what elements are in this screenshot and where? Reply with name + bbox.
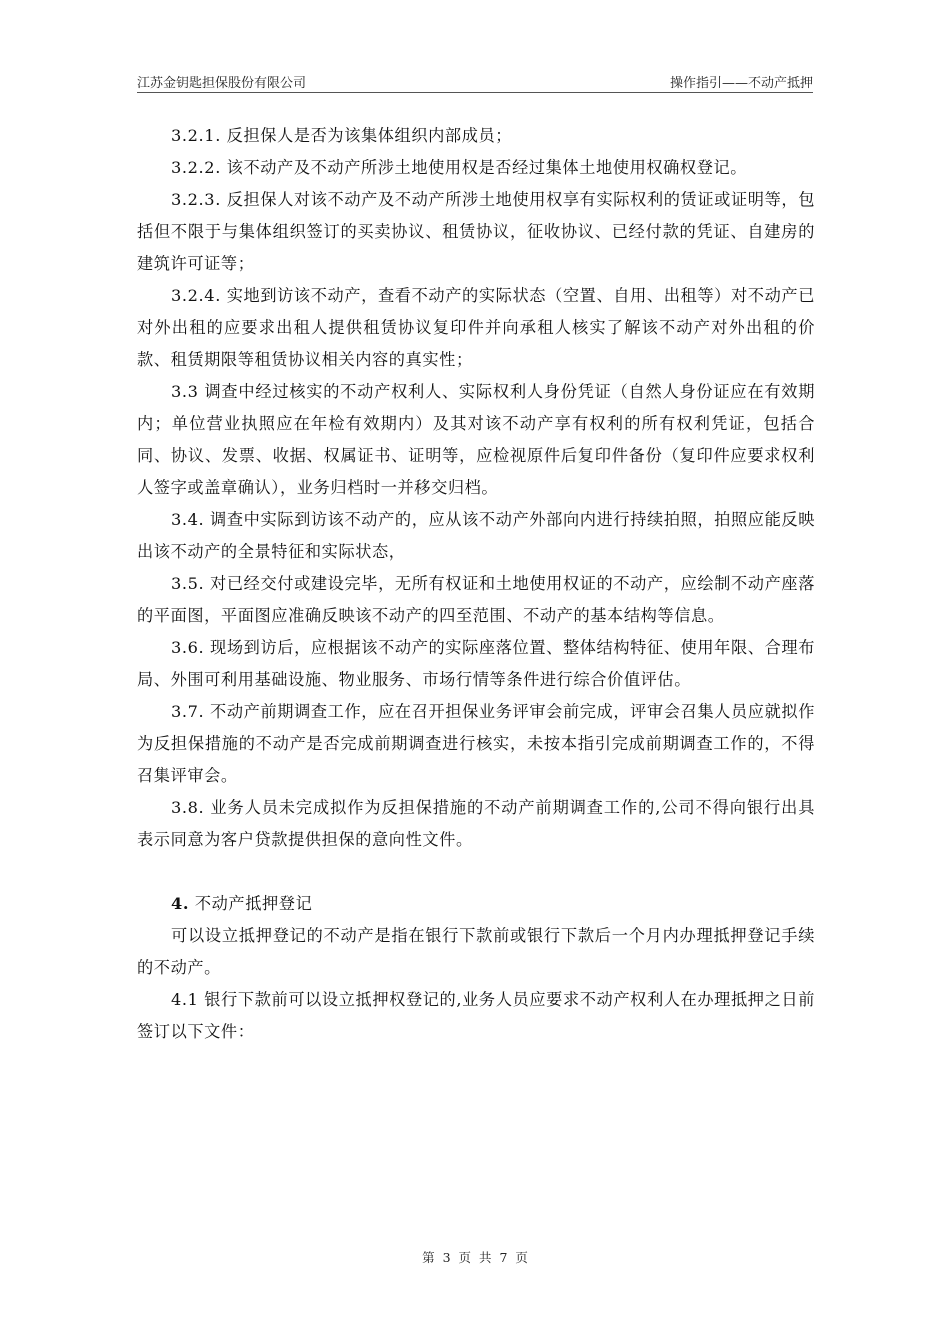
section-4-intro: 可以设立抵押登记的不动产是指在银行下款前或银行下款后一个月内办理抵押登记手续的不动产。 xyxy=(137,926,815,977)
paragraph-3-2-2: 3.2.2. 该不动产及不动产所涉土地使用权是否经过集体土地使用权确权登记。 xyxy=(171,158,748,177)
section-4-heading xyxy=(137,888,815,920)
paragraph-4-1: 4.1 银行下款前可以设立抵押权登记的,业务人员应要求不动产权利人在办理抵押之日前签订以下文件： xyxy=(137,990,815,1041)
paragraph-3-2-3: 3.2.3. 反担保人对该不动产及不动产所涉土地使用权享有实际权利的赁证或证明等，包括但不限于与集体组织签订的买卖协议、租赁协议，征收协议、已经付款的凭证、自建房的建筑许可证等； xyxy=(137,190,815,273)
header-company: 江苏金钥匙担保股份有限公司 xyxy=(137,76,307,91)
page-header xyxy=(137,70,813,93)
paragraph-3-2-1: 3.2.1. 反担保人是否为该集体组织内部成员； xyxy=(171,126,513,145)
paragraph-3-7: 3.7. 不动产前期调查工作，应在召开担保业务评审会前完成，评审会召集人员应就拟作为反担保措施的不动产是否完成前期调查进行核实，未按本指引完成前期调查工作的，不得召集评审会。 xyxy=(137,702,815,785)
page-footer: 第 3 页 共 7 页 xyxy=(422,1250,528,1265)
section-4-number: 4. xyxy=(171,894,190,913)
paragraph-3-5: 3.5. 对已经交付或建设完毕，无所有权证和土地使用权证的不动产，应绘制不动产座落的平面图，平面图应准确反映该不动产的四至范围、不动产的基本结构等信息。 xyxy=(137,574,815,625)
paragraph-3-8: 3.8. 业务人员未完成拟作为反担保措施的不动产前期调查工作的,公司不得向银行出具表示同意为客户贷款提供担保的意向性文件。 xyxy=(137,798,815,849)
header-doc-title: 操作指引——不动产抵押 xyxy=(669,76,813,91)
paragraph-3-2-4: 3.2.4. 实地到访该不动产，查看不动产的实际状态（空置、自用、出租等）对不动产已对外出租的应要求出租人提供租赁协议复印件并向承租人核实了解该不动产对外出租的价款、租赁期限等租赁协议相关内容的真实性； xyxy=(137,286,815,369)
paragraph-3-6: 3.6. 现场到访后，应根据该不动产的实际座落位置、整体结构特征、使用年限、合理布局、外围可利用基础设施、物业服务、市场行情等条件进行综合价值评估。 xyxy=(137,638,815,689)
paragraph-3-4: 3.4. 调查中实际到访该不动产的，应从该不动产外部向内进行持续拍照，拍照应能反映出该不动产的全景特征和实际状态， xyxy=(137,510,815,561)
document-body xyxy=(137,120,815,1048)
paragraph-3-3: 3.3 调查中经过核实的不动产权利人、实际权利人身份凭证（自然人身份证应在有效期内；单位营业执照应在年检有效期内）及其对该不动产享有权利的所有权利凭证，包括合同、协议、发票、收据、权属证书、证明等，应检视原件后复印件备份（复印件应要求权利人签字或盖章确认），业务归档时一并移交归档。 xyxy=(137,382,815,497)
section-4-title: 不动产抵押登记 xyxy=(189,894,313,913)
